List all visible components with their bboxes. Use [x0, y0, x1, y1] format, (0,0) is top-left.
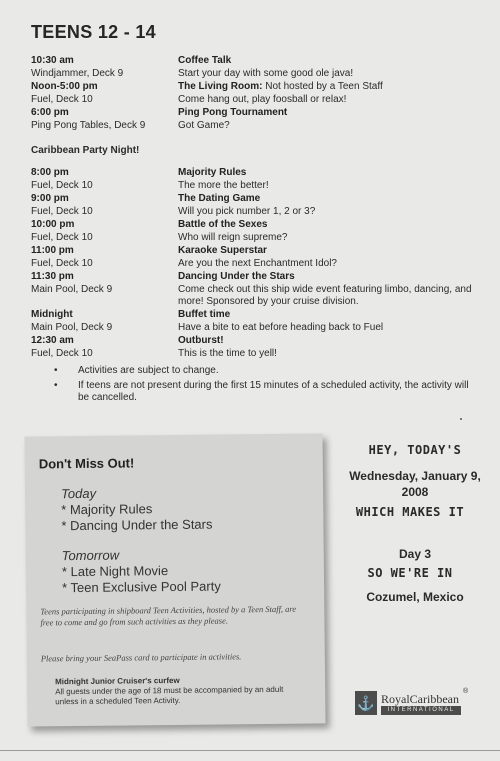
activity-desc: Got Game? — [178, 119, 230, 131]
location: Fuel, Deck 10 — [31, 179, 93, 191]
location: Ping Pong Tables, Deck 9 — [31, 119, 146, 131]
party-heading: Caribbean Party Night! — [31, 145, 140, 156]
note-item: • Activities are subject to change. — [52, 365, 482, 378]
location: Main Pool, Deck 9 — [31, 321, 113, 333]
speck — [460, 418, 462, 420]
time: 11:30 pm — [31, 271, 74, 282]
logo-sub: INTERNATIONAL — [381, 706, 461, 715]
port-location: Cozumel, Mexico — [366, 590, 464, 604]
time: Noon-5:00 pm — [31, 81, 98, 92]
activity-name: The Living Room: — [178, 81, 263, 92]
curfew-title: Midnight Junior Cruiser's curfew — [55, 675, 180, 687]
activity-name: Outburst! — [178, 335, 224, 346]
page-bottom-rule — [0, 750, 500, 751]
logo-name: RoyalCaribbean — [381, 692, 459, 706]
location: Main Pool, Deck 9 — [31, 283, 113, 295]
time: 12:30 am — [31, 335, 74, 346]
activity-desc: Who will reign supreme? — [178, 231, 288, 243]
time: 10:00 pm — [31, 219, 75, 230]
activity-desc: Are you the next Enchantment Idol? — [178, 257, 337, 269]
sticky-note — [24, 433, 325, 726]
time: 11:00 pm — [31, 245, 74, 256]
activity-desc: Come check out this ship wide event featuring limbo, dancing, and more! Sponsored by your cruise division. — [178, 283, 472, 307]
activity-desc: Have a bite to eat before heading back to Fuel — [178, 321, 384, 333]
activity-desc: This is the time to yell! — [178, 347, 277, 359]
registered-mark: ® — [463, 688, 469, 695]
activity-name: The Dating Game — [178, 193, 261, 204]
activity-name: Buffet time — [178, 309, 231, 320]
notes-list — [52, 365, 482, 407]
crown-anchor-icon: ⚓ — [355, 691, 377, 715]
activity-desc: Start your day with some good ole java! — [178, 67, 354, 79]
time: 6:00 pm — [31, 107, 69, 118]
so-were-in-label: SO WE'RE IN — [367, 566, 453, 580]
tomorrow-item: * Teen Exclusive Pool Party — [61, 578, 221, 596]
location: Fuel, Deck 10 — [31, 205, 93, 217]
tomorrow-label: Tomorrow — [61, 547, 120, 564]
today-label: Today — [61, 485, 97, 502]
activity-name: Coffee Talk — [178, 55, 232, 66]
activity-name: Dancing Under the Stars — [178, 271, 295, 282]
activity-desc: Come hang out, play foosball or relax! — [178, 93, 347, 105]
activity-name: Battle of the Sexes — [178, 219, 268, 230]
location: Fuel, Deck 10 — [31, 257, 93, 269]
location: Fuel, Deck 10 — [31, 93, 93, 105]
time: 8:00 pm — [31, 167, 69, 178]
activity-name: Karaoke Superstar — [178, 245, 267, 256]
time: 10:30 am — [31, 55, 74, 66]
time: Midnight — [31, 309, 73, 320]
royal-caribbean-logo — [355, 688, 469, 718]
date-line-2: 2008 — [401, 485, 429, 499]
tomorrow-item: * Late Night Movie — [61, 563, 169, 580]
location: Fuel, Deck 10 — [31, 231, 93, 243]
time: 9:00 pm — [31, 193, 69, 204]
activity-desc: The more the better! — [178, 179, 269, 191]
today-item: * Majority Rules — [61, 501, 153, 518]
hey-todays-label: HEY, TODAY'S — [368, 443, 462, 457]
activity-name: Ping Pong Tournament — [178, 107, 288, 118]
location: Windjammer, Deck 9 — [31, 67, 124, 79]
today-item: * Dancing Under the Stars — [61, 516, 213, 534]
day-number: Day 3 — [398, 547, 432, 561]
which-makes-it-label: WHICH MAKES IT — [355, 505, 465, 519]
activity-desc: Will you pick number 1, 2 or 3? — [178, 205, 316, 217]
date-line-1: Wednesday, January 9, — [349, 469, 481, 483]
location: Fuel, Deck 10 — [31, 347, 93, 359]
seapass-text: Please bring your SeaPass card to participate in activities. — [40, 651, 242, 664]
activity-note: Not hosted by a Teen Staff — [262, 81, 383, 92]
note-item: • If teens are not present during the first 15 minutes of a scheduled activity, the activity will be cancelled. — [52, 380, 482, 405]
sticky-heading: Don't Miss Out! — [38, 455, 135, 472]
page-title: TEENS 12 - 14 — [31, 22, 156, 42]
activity-name: Majority Rules — [178, 167, 247, 178]
policy-text: Teens participating in shipboard Teen Activities, hosted by a Teen Staff, are free to come and go from such activities as they please. — [40, 603, 297, 628]
curfew-text: All guests under the age of 18 must be accompanied by an adult unless in a scheduled Teen Activity. — [55, 684, 284, 707]
